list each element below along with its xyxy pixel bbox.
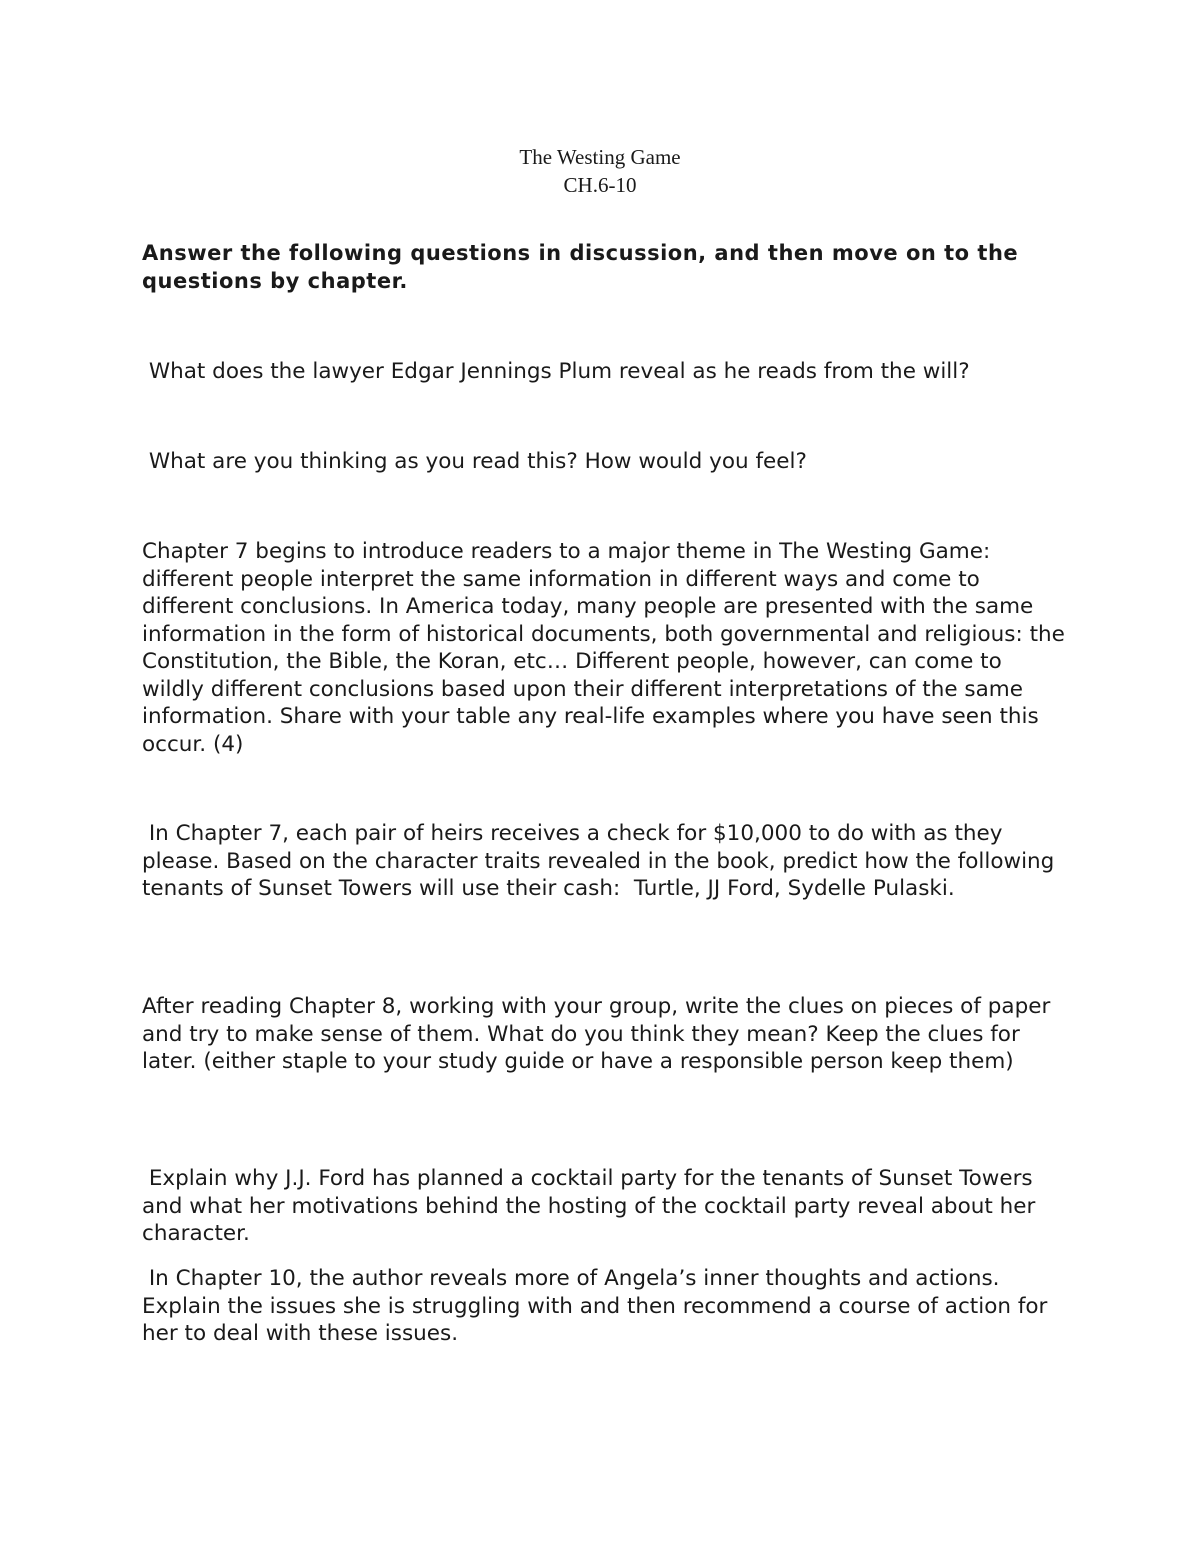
question-5: After reading Chapter 8, working with your group, write the clues on pieces of paper and try to make sense of them. What do you think they mean? Keep the clues for later. (either staple to your study guide or have a responsible person keep them): [142, 994, 1051, 1074]
question-4: In Chapter 7, each pair of heirs receives a check for $10,000 to do with as they please. Based on the character traits revealed in the book, predict how the following tenants of Sunset Towers will use their cash: Turtle, JJ Ford, Sydelle Pulaski.: [142, 821, 1062, 901]
document-subtitle: CH.6-10: [563, 173, 637, 197]
question-6: Explain why J.J. Ford has planned a cocktail party for the tenants of Sunset Towers and what her motivations behind the hosting of the cocktail party reveal about her character.: [142, 1166, 1043, 1246]
instructions-paragraph: Answer the following questions in discussion, and then move on to the questions by chapter.: [142, 241, 1019, 293]
question-7: In Chapter 10, the author reveals more of Angela’s inner thoughts and actions. Explain the issues she is struggling with and then recommend a course of action for her to deal with these issues.: [142, 1266, 1055, 1346]
question-1: What does the lawyer Edgar Jennings Plum reveal as he reads from the will?: [142, 359, 970, 384]
question-2: What are you thinking as you read this? How would you feel?: [142, 449, 807, 474]
document-title: The Westing Game: [519, 145, 681, 169]
title-block: [0, 143, 1200, 199]
question-3: Chapter 7 begins to introduce readers to a major theme in The Westing Game: different people interpret the same information in different ways and come to different conclusions. In America today, many people are presented with the same information in the form of historical documents, both governmental and religious: the Constitution, the Bible, the Koran, etc… Different people, however, can come to wildly different conclusions based upon their different interpretations of the same information. Share with your table any real-life examples where you have seen this occur. (4): [142, 539, 1065, 757]
